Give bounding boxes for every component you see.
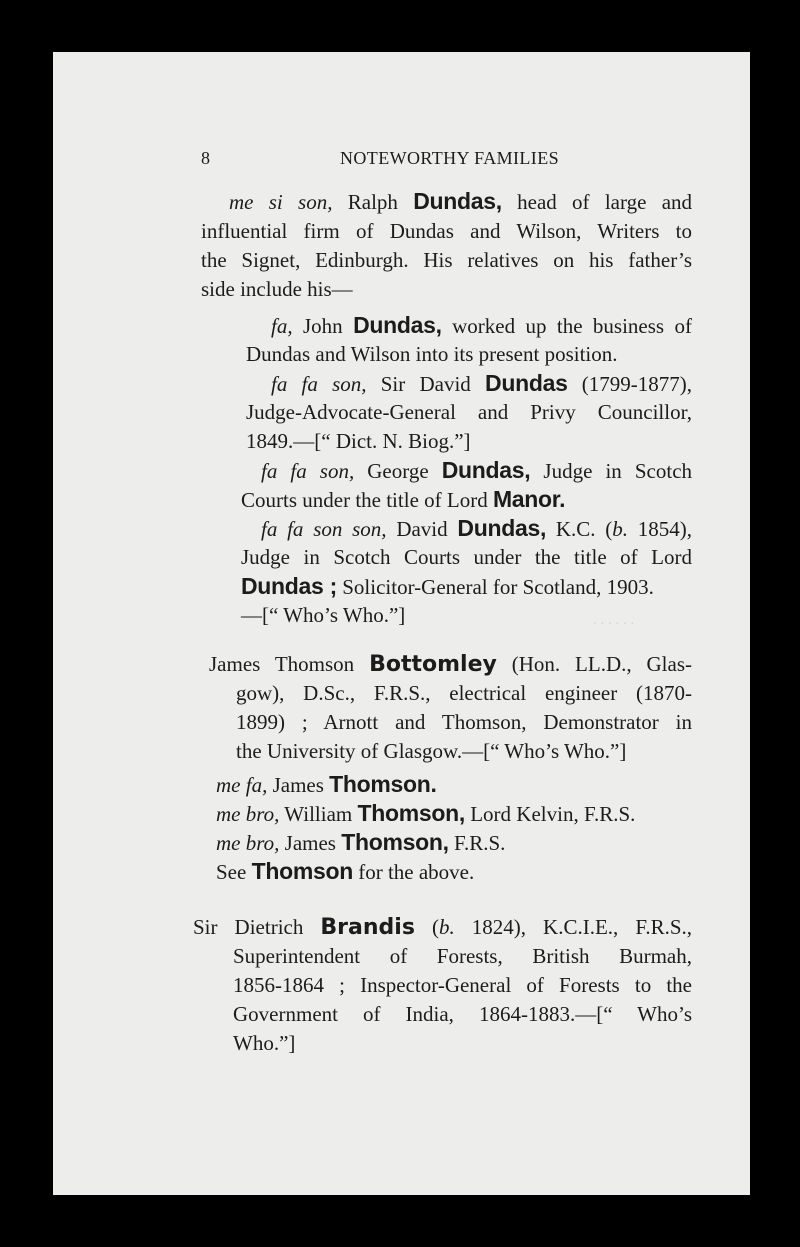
surname: Dundas, <box>441 457 531 483</box>
entry-william-thomson: me bro, William Thomson, Lord Kelvin, F.R.S. <box>216 800 636 826</box>
surname: Thomson. <box>329 771 437 797</box>
entry-sir-david-line-1: fa fa son, Sir David Dundas (1799-1877), <box>271 370 693 396</box>
entry-john-line-2: Dundas and Wilson into its present position. <box>246 342 618 366</box>
entry-brandis-line-5: Who.”] <box>233 1031 296 1055</box>
entry-david-line-2: Judge in Scotch Courts under the title of Lord <box>241 545 692 569</box>
entry-david-line-1: fa fa son son, David Dundas, K.C. (b. 1854), <box>261 515 693 541</box>
surname: Dundas <box>485 370 568 396</box>
entry-ralph-line-3: the Signet, Edinburgh. His relatives on his father’s <box>201 248 692 272</box>
entry-bottomley-line-4: the University of Glasgow.—[“ Who’s Who.”] <box>236 739 627 763</box>
entry-george-line-2: Courts under the title of Lord Manor. <box>241 486 566 512</box>
book-page <box>53 52 750 1195</box>
entry-james-thomson: me fa, James Thomson. <box>216 771 437 797</box>
entry-sir-david-line-3: 1849.—[“ Dict. N. Biog.”] <box>246 429 471 453</box>
entry-david-line-3: Dundas ; Solicitor-General for Scotland, 1903. <box>241 573 654 599</box>
surname: Thomson <box>251 858 353 884</box>
entry-ralph-line-4: side include his— <box>201 277 353 301</box>
surname: Thomson, <box>341 829 449 855</box>
entry-bottomley-line-1: James Thomson Bottomley (Hon. LL.D., Glas- <box>209 652 693 677</box>
entry-brandis-line-3: 1856-1864 ; Inspector-General of Forests to the <box>233 973 692 997</box>
entry-james-thomson-bro: me bro, James Thomson, F.R.S. <box>216 829 506 855</box>
title-name: Manor. <box>492 486 566 512</box>
entry-sir-david-line-2: Judge-Advocate-General and Privy Councillor, <box>246 400 692 424</box>
surname: Dundas, <box>457 515 547 541</box>
entry-ralph-line-2: influential firm of Dundas and Wilson, Writers to <box>201 219 692 243</box>
entry-george-line-1: fa fa son, George Dundas, Judge in Scotch <box>261 457 693 483</box>
page-header <box>201 148 698 172</box>
surname: Bottomley <box>369 652 497 677</box>
running-title: NOTEWORTHY FAMILIES <box>340 148 559 168</box>
entry-david-line-4: —[“ Who’s Who.”] <box>241 603 406 627</box>
entry-brandis-line-2: Superintendent of Forests, British Burmah, <box>233 944 692 968</box>
page-number: 8 <box>201 148 211 168</box>
surname: Dundas, <box>413 188 502 214</box>
entry-john-line-1: fa, John Dundas, worked up the business of <box>271 312 692 338</box>
entry-brandis-line-1: Sir Dietrich Brandis (b. 1824), K.C.I.E., F.R.S., <box>193 915 693 940</box>
surname: Brandis <box>320 915 415 940</box>
surname: Dundas ; <box>241 573 337 599</box>
surname: Thomson, <box>357 800 465 826</box>
surname: Dundas, <box>353 312 442 338</box>
entry-see-thomson: See Thomson for the above. <box>216 858 475 884</box>
entry-brandis-line-4: Government of India, 1864-1883.—[“ Who’s <box>233 1002 692 1026</box>
bleed-through-text: . . . . . . <box>593 612 635 628</box>
entry-bottomley-line-2: gow), D.Sc., F.R.S., electrical engineer (1870- <box>236 681 692 705</box>
entry-ralph-line-1: me si son, Ralph Dundas, head of large and <box>229 188 693 214</box>
entry-bottomley-line-3: 1899) ; Arnott and Thomson, Demonstrator in <box>236 710 692 734</box>
